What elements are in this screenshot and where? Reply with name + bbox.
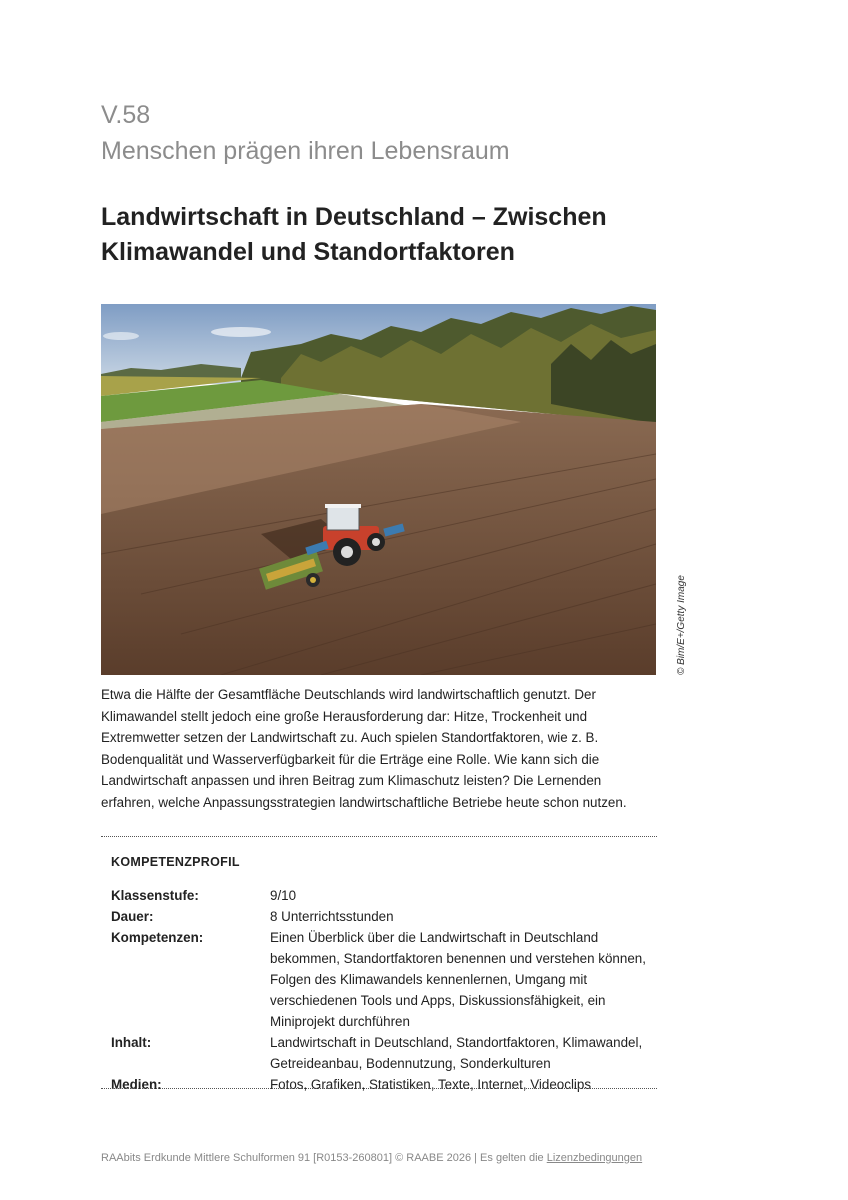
profile-label: Inhalt: (111, 1035, 152, 1050)
profile-row-content (111, 1032, 651, 1074)
photo-credit: © Bim/E+/Getty Image (676, 575, 687, 675)
chapter-code: V.58 (101, 101, 151, 129)
profile-value: Fotos, Grafiken, Statistiken, Texte, Internet, Videoclips (270, 1077, 592, 1092)
intro-paragraph: Etwa die Hälfte der Gesamtfläche Deutschlands wird landwirtschaftlich genutzt. Der Klimawandel stellt jedoch eine große Herausforderung dar: Hitze, Trockenheit und Extremwetter setzen der Landwirtschaft zu. Auch spielen Standortfaktoren, wie z. B. Bodenqualität und Wasserverfügbarkeit für die Erträge eine Rolle. Wie kann sich die Landwirtschaft anpassen und ihren Beitrag zum Klimaschutz leisten? Die Lernenden erfahren, welche Anpassungsstrategien landwirtschaftliche Betriebe heute schon nutzen. (101, 687, 627, 810)
profile-value: Einen Überblick über die Landwirtschaft in Deutschland bekommen, Standortfaktoren benennen und verstehen können, Folgen des Klimawandels kennenlernen, Umgang mit verschiedenen Tools und Apps, Diskussionsfähigkeit, ein Miniprojekt durchführen (270, 930, 646, 1029)
profile-row-grade (111, 885, 651, 906)
profile-label: Kompetenzen: (111, 930, 204, 945)
profile-label: Dauer: (111, 909, 154, 924)
profile-row-duration (111, 906, 651, 927)
license-link[interactable]: Lizenzbedingungen (546, 1152, 643, 1164)
profile-value: 9/10 (270, 888, 297, 903)
title-line-1: Landwirtschaft in Deutschland – Zwischen (101, 203, 607, 231)
profile-row-media (111, 1074, 651, 1095)
divider-top (101, 836, 657, 837)
profile-heading: KOMPETENZPROFIL (111, 855, 240, 869)
chapter-series: Menschen prägen ihren Lebensraum (101, 137, 510, 165)
profile-label: Klassenstufe: (111, 888, 199, 903)
divider-bottom (101, 1088, 657, 1089)
footer-text: RAAbits Erdkunde Mittlere Schulformen 91 [R0153-260801] © RAABE 2026 | Es gelten die (101, 1152, 547, 1164)
competence-profile (111, 885, 651, 1095)
profile-value: 8 Unterrichtsstunden (270, 909, 394, 924)
title-line-2: Klimawandel und Standortfaktoren (101, 238, 515, 266)
page-footer (101, 1152, 642, 1164)
profile-label: Medien: (111, 1077, 162, 1092)
page-title (101, 200, 661, 270)
profile-row-competences (111, 927, 651, 1032)
tractor-field-photo (101, 304, 656, 675)
chapter-header (101, 97, 510, 169)
profile-value: Landwirtschaft in Deutschland, Standortfaktoren, Klimawandel, Getreideanbau, Bodennutzung, Sonderkulturen (270, 1035, 643, 1071)
